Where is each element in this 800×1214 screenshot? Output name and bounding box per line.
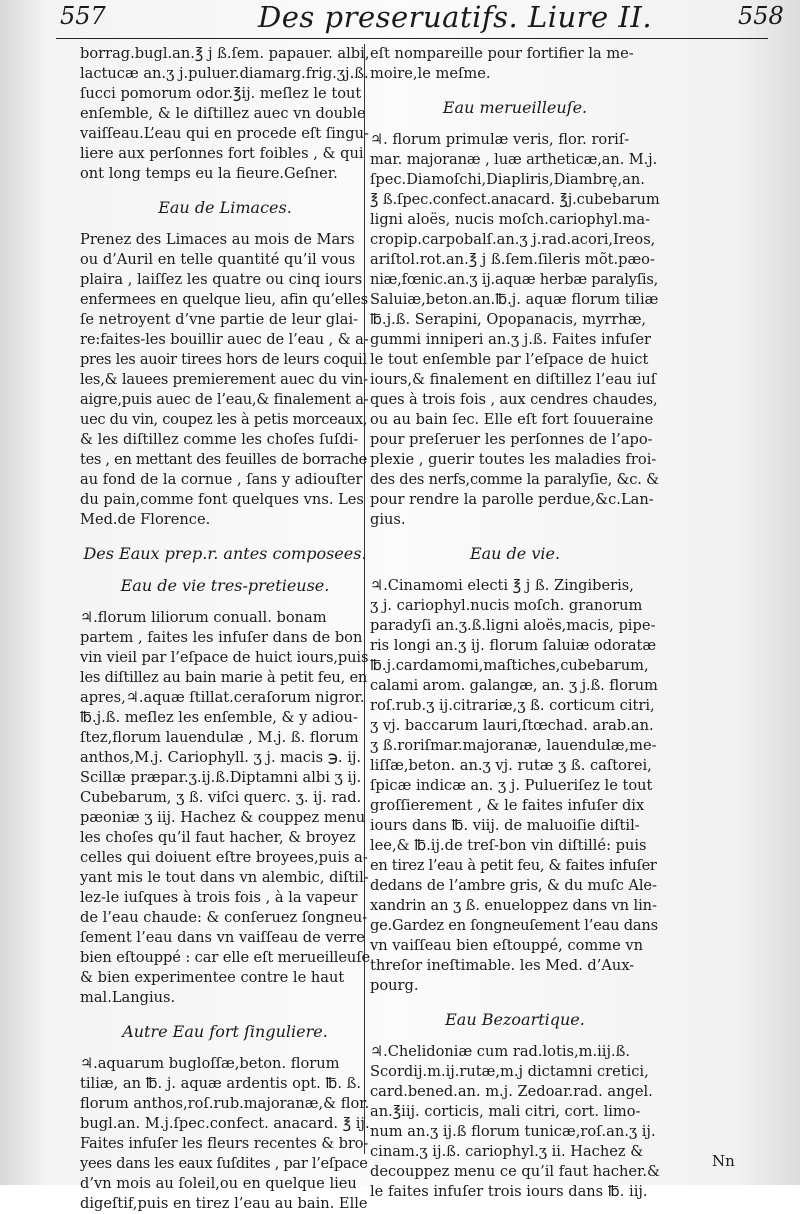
text-line: d’vn mois au ſoleil,ou en quelque lieu bbox=[80, 1175, 357, 1192]
text-line: ou d’Auril en telle quantité qu’il vous bbox=[80, 251, 356, 268]
text-line: uec du vin, coupez les à petis morceaux, bbox=[80, 411, 368, 428]
text-line: ♃.florum liliorum conuall. bonam bbox=[80, 609, 327, 626]
text-line: niæ,fœnic.an.ʒ ij.aquæ herbæ paralyſis, bbox=[370, 271, 659, 288]
text-line: celles qui doiuent eſtre broyees,puis a- bbox=[80, 849, 368, 866]
text-line: card.bened.an. m.j. Zedoar.rad. angel. bbox=[370, 1083, 653, 1100]
text-line: le faites infuſer trois iours dans ℔. iij. bbox=[370, 1183, 648, 1200]
text-line: cinam.ʒ ij.ß. cariophyl.ʒ ii. Hachez & bbox=[370, 1143, 644, 1160]
text-line: Cubebarum, ʒ ß. viſci querc. ʒ. ij. rad. bbox=[80, 789, 362, 806]
text-line: re:faites-les bouillir auec de l’eau , & a- bbox=[80, 331, 369, 348]
paragraph-vie-precieuse bbox=[80, 608, 370, 1008]
text-line: ſucci pomorum odor.℥ij. meſlez le tout bbox=[80, 85, 362, 102]
text-line: ont long temps eu la fieure.Geſner. bbox=[80, 165, 338, 182]
text-line: lez-le iuſques à trois fois , à la vapeur bbox=[80, 889, 358, 906]
paragraph-autre bbox=[80, 1054, 370, 1214]
paragraph-bezoartique bbox=[370, 1042, 660, 1202]
text-line: Scordij.m.ij.rutæ,m.j dictamni cretici, bbox=[370, 1063, 649, 1080]
text-line: gius. bbox=[370, 511, 406, 528]
text-line: lactucæ an.ʒ j.puluer.diamarg.frig.ʒj.ß. bbox=[80, 65, 369, 82]
text-line: iours dans ℔. viij. de maluoiſie diſtil- bbox=[370, 817, 640, 834]
text-line: gummi inniperi an.ʒ j.ß. Faites infuſer bbox=[370, 331, 651, 348]
text-line: an.℥iij. corticis, mali citri, cort. limo- bbox=[370, 1103, 641, 1120]
text-line: liſſæ,beton. an.ʒ vj. rutæ ʒ ß. caſtorei, bbox=[370, 757, 652, 774]
text-line: ℔.j.ß. meſlez les enſemble, & y adiou- bbox=[80, 709, 358, 726]
text-line: du pain,comme font quelques vns. Les bbox=[80, 491, 364, 508]
text-line: ʒ ß.roriſmar.majoranæ, lauendulæ,me- bbox=[370, 737, 657, 754]
text-line: borrag.bugl.an.℥ j ß.ſem. papauer. albi, bbox=[80, 45, 370, 62]
text-line: enſemble, & le diſtillez auec vn double bbox=[80, 105, 366, 122]
section-heading-composees: Des Eaux prep.r. antes composees. bbox=[83, 544, 367, 563]
text-line: florum anthos,roſ.rub.majoranæ,& flor. bbox=[80, 1095, 370, 1112]
paragraph-vie bbox=[370, 576, 660, 996]
text-line: ℔.j.ß. Serapini, Opopanacis, myrrhæ, bbox=[370, 311, 647, 328]
text-line: ge.Gardez en ſongneuſement l’eau dans bbox=[370, 917, 658, 934]
text-line: mal.Langius. bbox=[80, 989, 176, 1006]
text-line: ʒ j. cariophyl.nucis moſch. granorum bbox=[370, 597, 643, 614]
text-line: pour rendre la parolle perdue,&c.Lan- bbox=[370, 491, 654, 508]
text-line: & les diſtillez comme les choſes ſuſdi- bbox=[80, 431, 359, 448]
text-line: plexie , guerir toutes les maladies froi- bbox=[370, 451, 657, 468]
paragraph-limaces bbox=[80, 230, 370, 530]
text-line: groſſierement , & le faites infuſer dix bbox=[370, 797, 645, 814]
text-line: Faites infuſer les fleurs recentes & bro- bbox=[80, 1135, 369, 1152]
text-line: pæoniæ ʒ iij. Hachez & couppez menu bbox=[80, 809, 366, 826]
text-line: ♃.Chelidoniæ cum rad.lotis,m.iij.ß. bbox=[370, 1043, 630, 1060]
paragraph-nompareille bbox=[370, 44, 660, 84]
text-line: bugl.an. M.j.ſpec.confect. anacard. ℥ ij. bbox=[80, 1115, 370, 1132]
text-line: plaira , laiſſez les quatre ou cinq iours bbox=[80, 271, 363, 288]
text-line: decouppez menu ce qu’il faut hacher.& bbox=[370, 1163, 660, 1180]
text-line: de l’eau chaude: & conſeruez ſongneu- bbox=[80, 909, 368, 926]
paragraph-borrage bbox=[80, 44, 370, 184]
text-line: digeſtif,puis en tirez l’eau au bain. Elle bbox=[80, 1195, 368, 1212]
text-line: ʒ vj. baccarum lauri,ſtœchad. arab.an. bbox=[370, 717, 654, 734]
text-line: iours,& finalement en diſtillez l’eau iuſ bbox=[370, 371, 657, 388]
text-line: num an.ʒ ij.ß florum tunicæ,roſ.an.ʒ ij. bbox=[370, 1123, 656, 1140]
text-line: mar. majoranæ , luæ artheticæ,an. M.j. bbox=[370, 151, 658, 168]
text-line: les choſes qu’il faut hacher, & broyez bbox=[80, 829, 356, 846]
page-number-right: 558 bbox=[738, 2, 784, 30]
header-rule bbox=[56, 38, 768, 39]
text-line: liere aux perſonnes fort foibles , & qui bbox=[80, 145, 364, 162]
text-line: ſement l’eau dans vn vaiſſeau de verre bbox=[80, 929, 365, 946]
section-heading-vie-precieuse: Eau de vie tres-pretieuse. bbox=[120, 576, 330, 595]
signature-mark: Nn bbox=[712, 1152, 735, 1170]
text-line: le tout enſemble par l’eſpace de huict bbox=[370, 351, 649, 368]
text-line: pourg. bbox=[370, 977, 419, 994]
text-line: ſtez,florum lauendulæ , M.j. ß. florum bbox=[80, 729, 359, 746]
text-line: ris longi an.ʒ ij. florum ſaluiæ odoratæ bbox=[370, 637, 657, 654]
text-line: ♃.aquarum bugloſſæ,beton. florum bbox=[80, 1055, 340, 1072]
text-line: anthos,M.j. Cariophyll. ʒ j. macis ℈. ij. bbox=[80, 749, 362, 766]
text-line: vn vaiſſeau bien eſtouppé, comme vn bbox=[370, 937, 643, 954]
text-line: ℥ ß.ſpec.confect.anacard. ℥j.cubebarum bbox=[370, 191, 660, 208]
text-line: Prenez des Limaces au mois de Mars bbox=[80, 231, 355, 248]
section-heading-vie: Eau de vie. bbox=[469, 544, 561, 563]
running-title: Des preseruatifs. Liure II. bbox=[258, 0, 653, 34]
text-line: bien eſtouppé : car elle eſt merueilleuſe bbox=[80, 949, 370, 966]
left-column bbox=[80, 44, 370, 1214]
text-line: pour preſeruer les perſonnes de l’apo- bbox=[370, 431, 653, 448]
text-line: les,& lauees premierement auec du vin- bbox=[80, 371, 368, 388]
text-line: ℔.j.cardamomi,maſtiches,cubebarum, bbox=[370, 657, 649, 674]
text-line: Med.de Florence. bbox=[80, 511, 211, 528]
section-heading-merveilleuse: Eau merueilleuſe. bbox=[442, 98, 588, 117]
text-line: ſe netroyent d’vne partie de leur glai- bbox=[80, 311, 359, 328]
text-line: ♃. florum primulæ veris, flor. roriſ- bbox=[370, 131, 630, 148]
text-line: tiliæ, an ℔. j. aquæ ardentis opt. ℔. ß. bbox=[80, 1075, 362, 1092]
text-line: vaiſſeau.L’eau qui en procede eſt ſingu- bbox=[80, 125, 369, 142]
text-line: enfermees en quelque lieu, afin qu’elles bbox=[80, 291, 368, 308]
text-line: yees dans les eaux ſuſdites , par l’eſpace bbox=[80, 1155, 368, 1172]
text-line: tes , en mettant des feuilles de borrache bbox=[80, 451, 368, 468]
text-line: lee,& ℔.ij.de treſ-bon vin diſtillé: puis bbox=[370, 837, 647, 854]
text-line: cropip.carpobalſ.an.ʒ j.rad.acori,Ireos, bbox=[370, 231, 656, 248]
section-heading-limaces: Eau de Limaces. bbox=[158, 198, 292, 217]
text-line: threſor ineſtimable. les Med. d’Aux- bbox=[370, 957, 635, 974]
text-line: des des nerfs,comme la paralyſie, &c. & bbox=[370, 471, 659, 488]
text-line: pres les auoir tirees hors de leurs coquil bbox=[80, 351, 367, 368]
section-heading-autre: Autre Eau fort ſinguliere. bbox=[122, 1022, 328, 1041]
text-line: xandrin an ʒ ß. enueloppez dans vn lin- bbox=[370, 897, 657, 914]
text-line: au fond de la cornue , ſans y adiouſter bbox=[80, 471, 363, 488]
page-number-left: 557 bbox=[60, 2, 106, 30]
text-line: ligni aloës, nucis moſch.cariophyl.ma- bbox=[370, 211, 651, 228]
text-line: yant mis le tout dans vn alembic, diſtil- bbox=[80, 869, 369, 886]
text-line: ſpec.Diamoſchi,Diapliris,Diambrę,an. bbox=[370, 171, 645, 188]
text-line: dedans de l’ambre gris, & du muſc Ale- bbox=[370, 877, 657, 894]
text-line: apres,♃.aquæ ſtillat.ceraſorum nigror. bbox=[80, 689, 365, 706]
text-line: ques à trois fois , aux cendres chaudes, bbox=[370, 391, 658, 408]
text-line: ariſtol.rot.an.℥ j ß.ſem.ſileris mõt.pæo- bbox=[370, 251, 655, 268]
text-line: Saluiæ,beton.an.℔.j. aquæ florum tiliæ bbox=[370, 291, 659, 308]
text-line: partem , faites les infuſer dans de bon bbox=[80, 629, 363, 646]
paragraph-merveilleuse bbox=[370, 130, 660, 530]
text-line: Scillæ præpar.ʒ.ij.ß.Diptamni albi ʒ ij. bbox=[80, 769, 362, 786]
text-line: vin vieil par l’eſpace de huict iours,puis bbox=[80, 649, 369, 666]
text-line: roſ.rub.ʒ ij.citrariæ,ʒ ß. corticum citri, bbox=[370, 697, 655, 714]
text-line: moire,le meſme. bbox=[370, 65, 491, 82]
text-line: les diſtillez au bain marie à petit feu, en bbox=[80, 669, 368, 686]
text-line: ♃.Cinamomi electi ℥ j ß. Zingiberis, bbox=[370, 577, 634, 594]
section-heading-bezoartique: Eau Bezoartique. bbox=[445, 1010, 585, 1029]
text-line: calami arom. galangæ, an. ʒ j.ß. florum bbox=[370, 677, 658, 694]
right-column bbox=[370, 44, 660, 1202]
text-line: ou au bain ſec. Elle eſt fort ſouueraine bbox=[370, 411, 654, 428]
text-line: aigre,puis auec de l’eau,& finalement a- bbox=[80, 391, 369, 408]
text-line: eſt nompareille pour fortifier la me- bbox=[370, 45, 634, 62]
page-header bbox=[0, 0, 800, 44]
text-line: ſpicæ indicæ an. ʒ j. Puluеriſez le tout bbox=[370, 777, 653, 794]
text-line: & bien experimentee contre le haut bbox=[80, 969, 345, 986]
text-line: en tirez l’eau à petit feu, & faites infuſer bbox=[370, 857, 657, 874]
text-line: paradyſi an.ʒ.ß.ligni aloës,macis, pipe- bbox=[370, 617, 656, 634]
